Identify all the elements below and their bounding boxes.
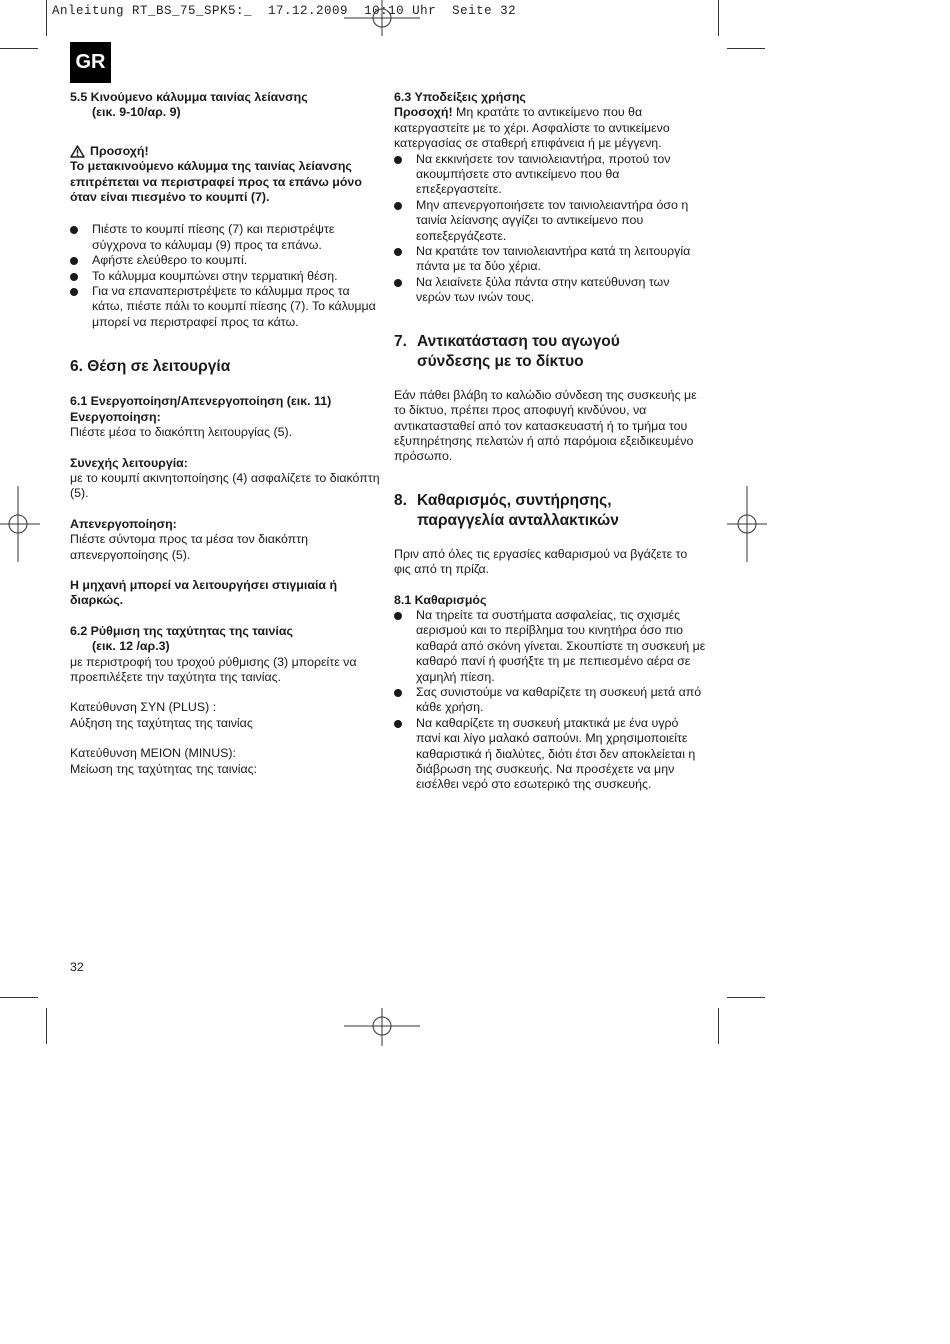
- section-7-text: Εάν πάθει βλάβη το καλώδιο σύνδεση της συσκευής με το δίκτυο, πρέπει προς αποφυγή κινδύνου, να αντικατασταθεί από τον κατασκευαστή ή το τμήμα του εξυπηρέτησης πελατών ή από παρόμοια εξειδικευμένο πρόσωπο.: [394, 387, 697, 464]
- section-6-3-warning-text: Μη κρατάτε το αντικείμενο που θα κατεργαστείτε με το χέρι. Ασφαλίστε το αντικείμενο κατεργασίας σε σταθερή επιφάνεια ή με μέγγενη.: [394, 105, 670, 151]
- section-5-5-title: 5.5 Κινούμενο κάλυμμα ταινίας λείανσης: [70, 90, 308, 104]
- off-text: Πιέστε σύντομα προς τα μέσα τον διακόπτη απενεργοποίησης (5).: [70, 532, 309, 562]
- print-header-time: 10:10 Uhr: [364, 4, 437, 18]
- section-6-2-title: 6.2 Ρύθμιση της ταχύτητας της ταινίας: [70, 623, 293, 638]
- continuous-text: με το κουμπί ακινητοποίησης (4) ασφαλίζετε το διακόπτη (5).: [70, 470, 380, 501]
- plus-text: Αύξηση της ταχύτητας της ταινίας: [70, 715, 253, 730]
- section-8-1-list: [394, 608, 706, 793]
- section-8-1-heading: 8.1 Καθαρισμός: [394, 592, 487, 607]
- registration-mark-left-icon: [0, 486, 40, 562]
- section-8-title-line1: Καθαρισμός, συντήρησης,: [417, 491, 612, 509]
- warning-text: Το μετακινούμενο κάλυμμα της ταινίας λείανσης επιτρέπεται να περιστραφεί προς τα επάνω μόνο όταν είναι πιεσμένο το κουμπί (7).: [70, 159, 362, 205]
- list-item: Σας συνιστούμε να καθαρίζετε τη συσκευή μετά από κάθε χρήση.: [394, 685, 706, 716]
- minus-text: Μείωση της ταχύτητας της ταινίας:: [70, 761, 258, 776]
- warning-label: Προσοχή!: [90, 143, 149, 158]
- on-label: Ενεργοποίηση:: [70, 409, 161, 424]
- print-header-page: Seite 32: [452, 4, 517, 18]
- crop-mark: [727, 48, 765, 49]
- section-7-title-line1: Αντικατάσταση του αγωγού: [417, 332, 620, 350]
- list-item: Να τηρείτε τα συστήματα ασφαλείας, τις σχισμές αερισμού και το περίβλημα του κινητήρα όσο πιο καθαρά από σκόνη γίνεται. Σκουπίστε τη συσκευή με καθαρό πανί ή φυσήξτε τη με πεπιεσμένο αέρα σε χαμηλή πίεση.: [394, 608, 706, 685]
- crop-mark: [727, 997, 765, 998]
- crop-mark: [718, 1008, 719, 1044]
- section-6-2-ref: (εικ. 12 /αρ.3): [92, 639, 170, 654]
- print-header-filename: Anleitung RT_BS_75_SPK5:_: [52, 4, 253, 18]
- crop-mark: [0, 48, 38, 49]
- crop-mark: [718, 0, 719, 36]
- minus-label: Κατεύθυνση ΜΕΙΟΝ (MINUS):: [70, 746, 236, 761]
- crop-mark: [0, 997, 38, 998]
- off-label: Απενεργοποίηση:: [70, 516, 177, 531]
- plus-label: Κατεύθυνση ΣΥΝ (PLUS) :: [70, 700, 217, 715]
- language-badge: GR: [70, 42, 111, 83]
- print-header: [52, 4, 516, 18]
- section-6-3-warning: [394, 105, 706, 151]
- list-item: Το κάλυμμα κουμπώνει στην τερματική θέση.: [70, 269, 380, 284]
- section-7-number: 7.: [394, 332, 407, 350]
- list-item: Για να επαναπεριστρέψετε το κάλυμμα προς τα κάτω, πιέστε πάλι το κουμπί πίεσης (7). Το κάλυμμα μπορεί να περιστραφεί προς τα κάτω.: [70, 284, 380, 330]
- crop-mark: [46, 1008, 47, 1044]
- section-6-2-heading: [70, 624, 380, 655]
- continuous-label: Συνεχής λειτουργία:: [70, 455, 188, 470]
- section-6-3-warning-label: Προσοχή!: [394, 105, 453, 120]
- on-text: Πιέστε μέσα το διακόπτη λειτουργίας (5).: [70, 425, 293, 440]
- list-item: Πιέστε το κουμπί πίεσης (7) και περιστρέψτε σύγχρονα το κάλυμαμ (9) προς τα επάνω.: [70, 222, 380, 253]
- section-5-5-list: [70, 222, 380, 330]
- section-8-heading: [394, 491, 706, 531]
- section-5-5-heading: [70, 90, 380, 121]
- section-6-3-list: [394, 152, 706, 306]
- registration-mark-top-icon: [342, 0, 422, 36]
- list-item: Μην απενεργοποιήσετε τον ταινιολειαντήρα όσο η ταινία λείανσης αγγίζει το αντικείμενο που εοπεξεργάζεστε.: [394, 198, 706, 244]
- section-8-number: 8.: [394, 491, 407, 509]
- list-item: Να κρατάτε τον ταινιολειαντήρα κατά τη λειτουργία πάντα με τα δύο χέρια.: [394, 244, 706, 275]
- section-5-5-ref: (εικ. 9-10/αρ. 9): [92, 105, 181, 120]
- section-6-heading: 6. Θέση σε λειτουργία: [70, 358, 231, 376]
- section-6-1-heading: 6.1 Ενεργοποίηση/Απενεργοποίηση (εικ. 11): [70, 394, 332, 409]
- registration-mark-right-icon: [727, 486, 767, 562]
- page-number: 32: [70, 960, 84, 974]
- section-7-title-line2: σύνδεσης με το δίκτυο: [417, 352, 584, 370]
- list-item: Να λειαίνετε ξύλα πάντα στην κατεύθυνση των νερών των ινών τους.: [394, 275, 706, 306]
- section-6-3-heading: 6.3 Υποδείξεις χρήσης: [394, 90, 526, 104]
- section-8-title-line2: παραγγελία ανταλλακτικών: [417, 511, 619, 529]
- print-header-date: 17.12.2009: [268, 4, 349, 18]
- warning-triangle-icon: [70, 145, 85, 158]
- right-column: [394, 90, 706, 793]
- left-column: [70, 90, 380, 777]
- crop-mark: [46, 0, 47, 36]
- list-item: Να εκκινήσετε τον ταινιολειαντήρα, προτού τον ακουμπήσετε στο αντικείμενο που θα επεξεργαστείτε.: [394, 152, 706, 198]
- list-item: Να καθαρίζετε τη συσκευή μτακτικά με ένα υγρό πανί και λίγο μαλακό σαπούνι. Μη χρησιμοποιείτε καθαριστικά ή διαλύτες, διότι έτσι δεν αποκλείεται η διάβρωση της συσκευής. Να προσέχετε να μην εισέλθει νερό στο εσωτερικό της συσκευής.: [394, 716, 706, 793]
- section-6-2-text: με περιστροφή του τροχού ρύθμισης (3) μπορείτε να προεπιλέξετε την ταχύτητα της ταινίας.: [70, 654, 357, 684]
- section-8-text: Πριν από όλες τις εργασίες καθαρισμού να βγάζετε το φις από τη πρίζα.: [394, 546, 688, 577]
- section-7-heading: [394, 332, 706, 372]
- operation-note: Η μηχανή μπορεί να λειτουργήσει στιγμιαία ή διαρκώς.: [70, 577, 338, 608]
- warning-heading: [70, 144, 380, 159]
- registration-mark-bottom-icon: [342, 1008, 422, 1046]
- list-item: Αφήστε ελεύθερο το κουμπί.: [70, 253, 380, 268]
